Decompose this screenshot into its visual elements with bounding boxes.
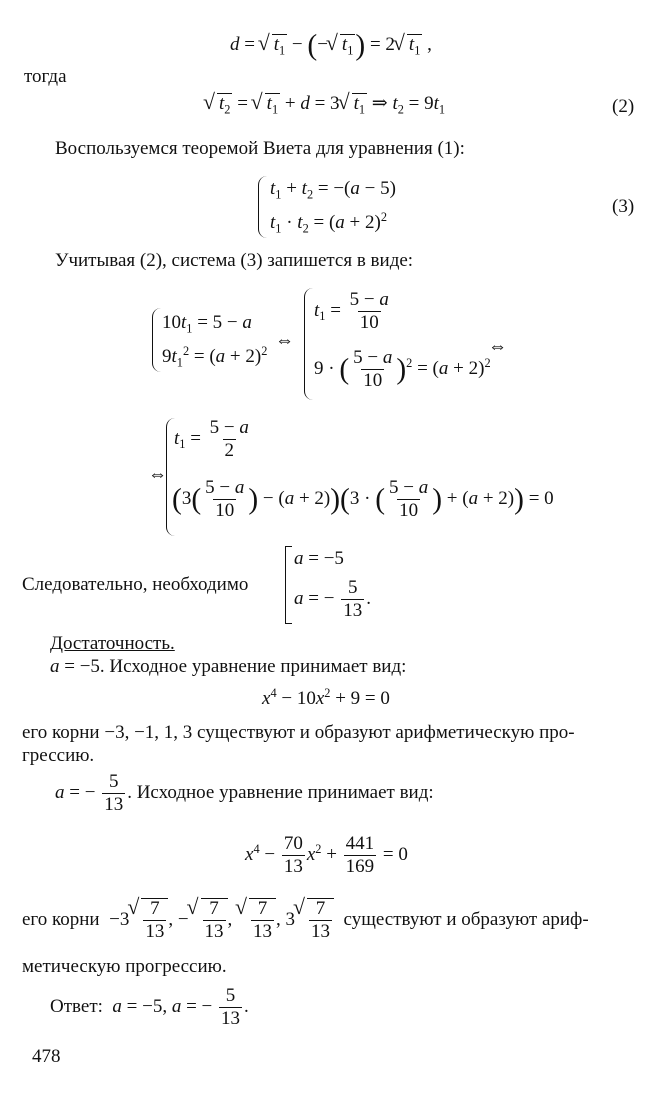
system-a-line-2: $9t_1^2 = (a + 2)^2$ xyxy=(162,344,268,370)
case-a-minus-5-13: a = − $\frac{5}{13}$ . xyxy=(294,577,371,621)
brace-system-a xyxy=(152,308,161,372)
equivalence-arrow-1: ⇔ xyxy=(275,330,294,351)
system-3-line-2: $t_1 \cdot t_2 = (a + 2)^2$ xyxy=(270,210,387,236)
text-roots-1-line-2: грессию. xyxy=(22,745,95,766)
system-3-line-1: $t_1 + t_2 = -(a - 5)$ xyxy=(270,178,396,202)
text-uchityvaya: Учитывая (2), система (3) запишется в виде: xyxy=(55,250,414,271)
equation-number-3: (3) xyxy=(612,196,635,217)
text-vieta: Воспользуемся теоремой Виета для уравнения (1): xyxy=(55,138,465,159)
system-a-line-1: $10t_1 = 5 - a$ xyxy=(162,312,252,336)
text-roots-2-line-2: метическую прогрессию. xyxy=(22,956,227,977)
equation-quartic-2: $x^4$ − $\frac{70}{13}$ $x^2$ + $\frac{441}{169}$ = 0 xyxy=(245,833,408,877)
brace-system-3 xyxy=(258,176,267,238)
heading-dostatochnost: Достаточность. xyxy=(50,633,175,654)
equation-d: d = √ $t_1$ − (−√ $t_1) = 2√$ $t_1$ , xyxy=(230,34,432,56)
equivalence-arrow-2: ⇔ xyxy=(488,336,507,357)
case-a-minus-5: a = −5 xyxy=(294,548,344,569)
system-c-line-1: $t_1$ = $\frac{5 - a}{2}$ xyxy=(174,417,249,461)
equivalence-arrow-3: ⇔ xyxy=(148,464,167,485)
page-number: 478 xyxy=(32,1046,61,1067)
text-togda: тогда xyxy=(24,66,67,87)
answer: Ответ: a = −5, a = − $\frac{5}{13}$ . xyxy=(50,985,249,1029)
text-a-minus-5: a = −5. Исходное уравнение принимает вид: xyxy=(50,656,407,677)
equation-quartic-1: $x^4 - 10x^2 + 9 = 0$ xyxy=(262,686,390,709)
text-roots-1-line-1: его корни −3, −1, 1, 3 существуют и образуют арифметическую про- xyxy=(22,722,575,743)
system-b-line-2: 9 · ( $\frac{5 - a}{10}$ )$^2 = (a + 2)^2$ xyxy=(314,347,491,391)
bracket-cases xyxy=(285,546,292,624)
text-sledovatelno: Следовательно, необходимо xyxy=(22,574,249,595)
text-a-minus-5-13: a = − $\frac{5}{13}$ . Исходное уравнение принимает вид: xyxy=(55,771,434,815)
text-roots-2-line-1: его корни −3 √ $\frac{7}{13}$ , − √ $\frac{7}{13}$ , √ $\frac{7}{13}$ , 3 √ $\frac{7}{13}$ существуют и образуют ариф- xyxy=(22,898,589,942)
brace-system-b xyxy=(304,288,313,400)
system-c-line-2: (3( $\frac{5 - a}{10}$ ) − (a + 2))(3 · ( $\frac{5 - a}{10}$ ) + (a + 2)) = 0 xyxy=(172,477,554,521)
system-b-line-1: $t_1$ = $\frac{5 - a}{10}$ xyxy=(314,289,389,333)
equation-2: √ $t_2$ = √ $t_1 + d = 3√$ $t_1$ ⇒ $t_2 = 9t_1$ xyxy=(205,92,445,115)
equation-number-2: (2) xyxy=(612,96,635,117)
